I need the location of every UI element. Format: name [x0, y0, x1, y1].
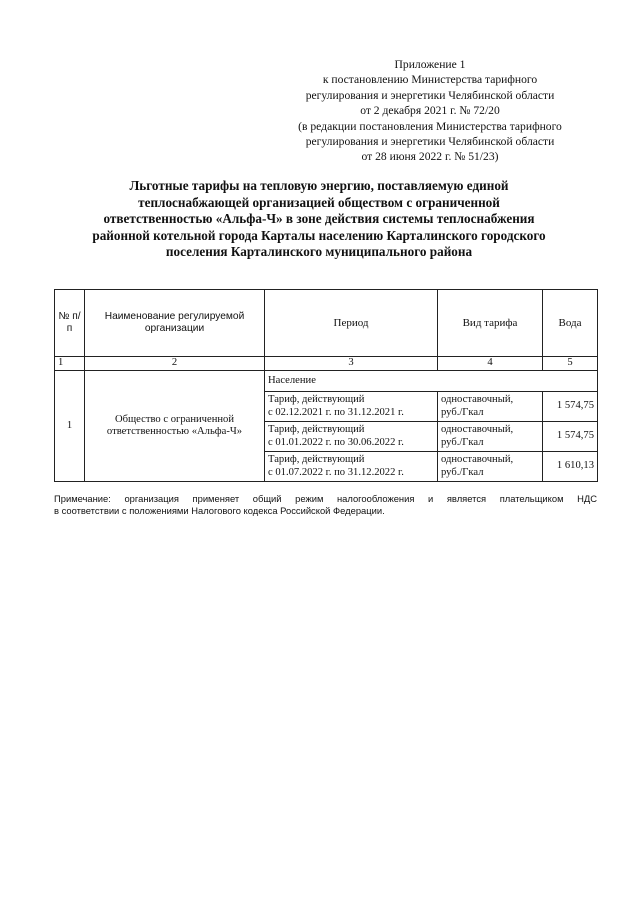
column-number: 5 — [543, 357, 598, 371]
title-line: поселения Карталинского муниципального района — [165, 244, 473, 260]
tariff-kind-line: одноставочный, — [441, 394, 514, 406]
header-period: Период — [265, 290, 438, 357]
header-tariff-kind: Вид тарифа — [438, 290, 543, 357]
tariff-period-line: Тариф, действующий — [268, 424, 365, 436]
tariff-period-dates: с 02.12.2021 г. по 31.12.2021 г. — [268, 406, 404, 418]
tariff-value: 1 574,75 — [543, 392, 598, 422]
tariff-period — [265, 452, 438, 482]
consumer-group-label: Население — [265, 371, 598, 392]
tariff-unit: руб./Гкал — [441, 436, 484, 448]
tariff-period-dates: с 01.07.2022 г. по 31.12.2022 г. — [268, 466, 404, 478]
tariff-value: 1 574,75 — [543, 422, 598, 452]
tariff-kind — [438, 452, 543, 482]
column-number: 4 — [438, 357, 543, 371]
column-number: 3 — [265, 357, 438, 371]
tariff-period-line: Тариф, действующий — [268, 454, 365, 466]
tariff-kind-line: одноставочный, — [441, 424, 514, 436]
header-num: № п/п — [55, 290, 85, 357]
tariff-period-line: Тариф, действующий — [268, 394, 365, 406]
header-water: Вода — [543, 290, 598, 357]
title-line: районной котельной города Карталы населению Карталинского городского — [92, 227, 546, 243]
document-title — [52, 178, 586, 261]
tariff-period — [265, 422, 438, 452]
tariff-kind-line: одноставочный, — [441, 454, 514, 466]
annex-line: регулирования и энергетики Челябинской области — [305, 135, 555, 149]
tariff-kind — [438, 392, 543, 422]
title-line: ответственностью «Альфа-Ч» в зоне действия системы теплоснабжения — [103, 211, 535, 227]
annex-line: к постановлению Министерства тарифного — [322, 73, 538, 87]
column-number: 1 — [55, 357, 85, 371]
row-number: 1 — [55, 371, 85, 482]
footnote — [54, 493, 597, 517]
tariff-unit: руб./Гкал — [441, 466, 484, 478]
tariff-period-dates: с 01.01.2022 г. по 30.06.2022 г. — [268, 436, 404, 448]
annex-line: (в редакции постановления Министерства тарифного — [298, 119, 562, 133]
title-line: Льготные тарифы на тепловую энергию, поставляемую единой — [129, 178, 509, 193]
tariff-period — [265, 392, 438, 422]
annex-line: регулирования и энергетики Челябинской области — [305, 88, 555, 102]
tariff-value: 1 610,13 — [543, 452, 598, 482]
annex-line: Приложение 1 — [394, 58, 466, 71]
footnote-line: Примечание: организация применяет общий режим налогообложения и является плательщиком НДС — [54, 493, 597, 504]
annex-header — [268, 57, 592, 165]
column-number: 2 — [85, 357, 265, 371]
table-row — [55, 371, 598, 392]
header-organization: Наименование регулируемой организации — [85, 290, 265, 357]
column-number-row — [55, 357, 598, 371]
tariff-table — [54, 289, 598, 482]
annex-line: от 28 июня 2022 г. № 51/23) — [361, 150, 499, 164]
tariff-unit: руб./Гкал — [441, 406, 484, 418]
organization-name: Общество с ограниченной ответственностью «Альфа-Ч» — [85, 371, 265, 482]
title-line: теплоснабжающей организацией обществом с ограниченной — [138, 194, 500, 210]
tariff-kind — [438, 422, 543, 452]
footnote-line: в соответствии с положениями Налогового кодекса Российской Федерации. — [54, 505, 385, 516]
header-row — [55, 290, 598, 357]
annex-line: от 2 декабря 2021 г. № 72/20 — [360, 104, 500, 118]
